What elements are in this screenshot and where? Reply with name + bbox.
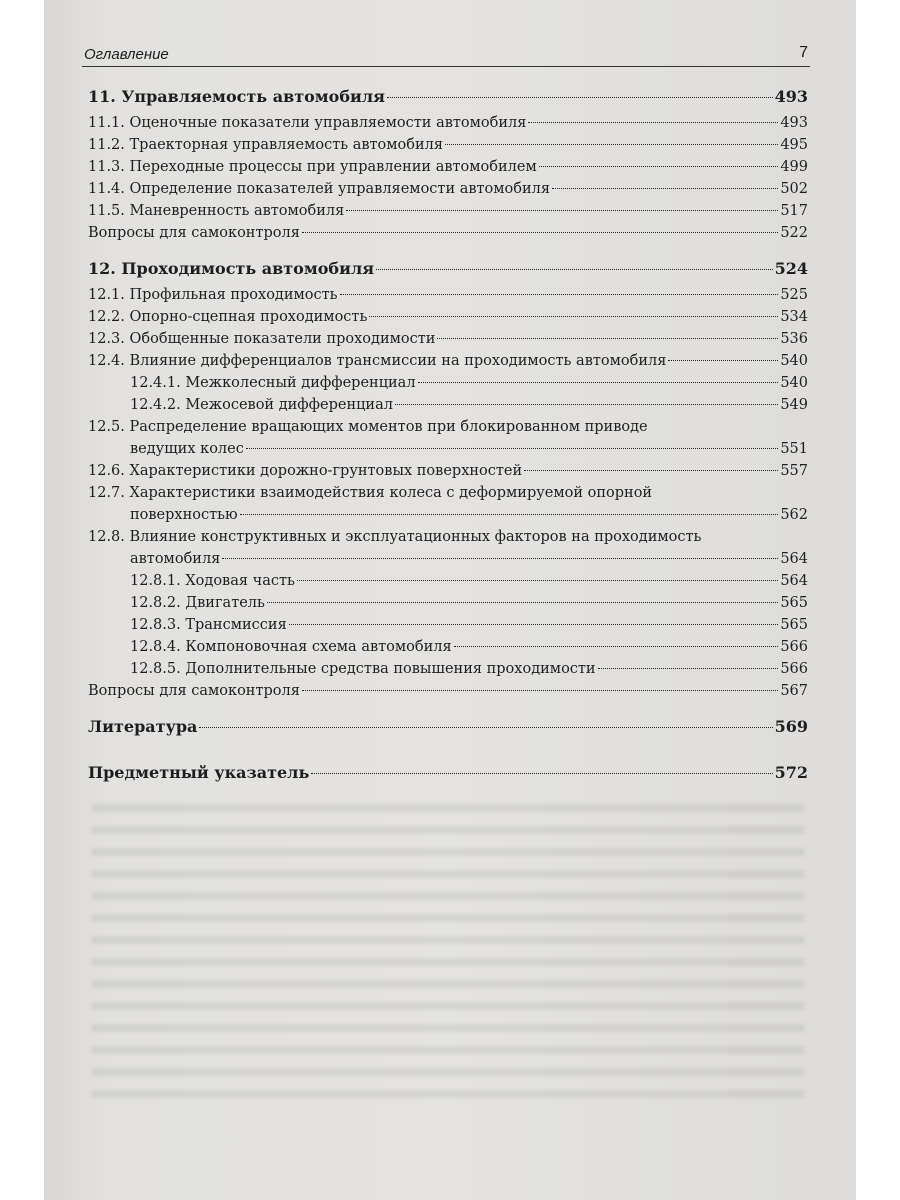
toc-entry[interactable]: 12.4.2. Межосевой дифференциал 549 — [130, 397, 808, 413]
page-number: 7 — [799, 44, 808, 61]
running-header — [82, 44, 810, 67]
show-through-text — [92, 790, 804, 1110]
table-of-contents — [88, 86, 808, 788]
toc-entry[interactable]: 11.3. Переходные процессы при управлении автомобилем 499 — [88, 159, 808, 175]
toc-entry[interactable]: 12.6. Характеристики дорожно-грунтовых поверхностей 557 — [88, 463, 808, 479]
toc-entry[interactable]: Вопросы для самоконтроля 567 — [88, 683, 808, 699]
toc-entry[interactable]: 12.4.1. Межколесный дифференциал 540 — [130, 375, 808, 391]
toc-entry[interactable]: 12.8.2. Двигатель 565 — [130, 595, 808, 611]
toc-entry[interactable]: 11.4. Определение показателей управляемости автомобиля 502 — [88, 181, 808, 197]
toc-entry[interactable]: 12.5. Распределение вращающих моментов при блокированном приводе ведущих колес 551 — [88, 419, 808, 457]
toc-entry[interactable]: 12.8.1. Ходовая часть 564 — [130, 573, 808, 589]
toc-entry[interactable]: 11. Управляемость автомобиля 493 — [88, 87, 808, 106]
header-title: Оглавление — [84, 46, 169, 63]
toc-entry[interactable]: 12.8.5. Дополнительные средства повышения проходимости 566 — [130, 661, 808, 677]
toc-entry[interactable]: 12.3. Обобщенные показатели проходимости 536 — [88, 331, 808, 347]
toc-entry[interactable]: 11.2. Траекторная управляемость автомобиля 495 — [88, 137, 808, 153]
toc-entry[interactable]: 11.5. Маневренность автомобиля 517 — [88, 203, 808, 219]
toc-entry[interactable]: Литература 569 — [88, 717, 808, 736]
toc-entry[interactable]: 12.7. Характеристики взаимодействия колеса с деформируемой опорной поверхностью 562 — [88, 485, 808, 523]
book-page — [44, 0, 856, 1200]
toc-entry[interactable]: 12.8.4. Компоновочная схема автомобиля 566 — [130, 639, 808, 655]
toc-entry[interactable]: 11.1. Оценочные показатели управляемости автомобиля 493 — [88, 115, 808, 131]
toc-entry[interactable]: 12. Проходимость автомобиля 524 — [88, 259, 808, 278]
toc-entry[interactable]: 12.2. Опорно-сцепная проходимость 534 — [88, 309, 808, 325]
toc-entry[interactable]: 12.4. Влияние дифференциалов трансмиссии на проходимость автомобиля 540 — [88, 353, 808, 369]
toc-entry[interactable]: 12.8. Влияние конструктивных и эксплуатационных факторов на проходимость автомобиля 564 — [88, 529, 808, 567]
toc-entry[interactable]: Вопросы для самоконтроля 522 — [88, 225, 808, 241]
toc-entry[interactable]: 12.8.3. Трансмиссия 565 — [130, 617, 808, 633]
toc-entry[interactable]: Предметный указатель 572 — [88, 763, 808, 782]
toc-entry[interactable]: 12.1. Профильная проходимость 525 — [88, 287, 808, 303]
